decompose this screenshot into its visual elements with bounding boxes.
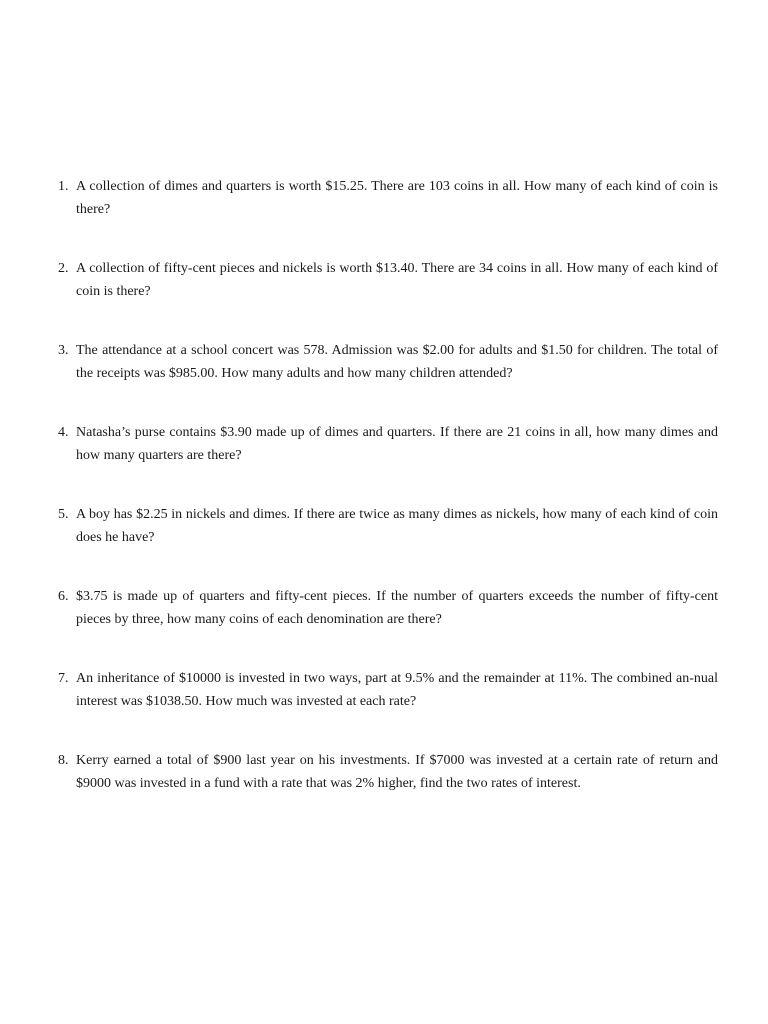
problem-item	[58, 257, 718, 303]
problem-item	[58, 667, 718, 713]
problem-text: Kerry earned a total of $900 last year on his investments. If $7000 was invested at a certain rate of return and $9000 was invested in a fund with a rate that was 2% higher, find the two rates of interest.	[76, 753, 718, 791]
problem-number: 3.	[58, 343, 69, 358]
problem-number: 1.	[58, 179, 69, 194]
problem-item	[58, 175, 718, 221]
problem-text: Natasha’s purse contains $3.90 made up of dimes and quarters. If there are 21 coins in all, how many dimes and how many quarters are there?	[76, 425, 718, 463]
problem-text: An inheritance of $10000 is invested in two ways, part at 9.5% and the remainder at 11%. The combined an-nual interest was $1038.50. How much was invested at each rate?	[76, 671, 718, 709]
problem-text: $3.75 is made up of quarters and fifty-cent pieces. If the number of quarters exceeds the number of fifty-cent pieces by three, how many coins of each denomination are there?	[76, 589, 718, 627]
problem-text: A collection of fifty-cent pieces and nickels is worth $13.40. There are 34 coins in all. How many of each kind of coin is there?	[76, 261, 718, 299]
problem-text: A collection of dimes and quarters is worth $15.25. There are 103 coins in all. How many of each kind of coin is there?	[76, 179, 718, 217]
problem-number: 5.	[58, 507, 69, 522]
problem-item	[58, 339, 718, 385]
problem-number: 7.	[58, 671, 69, 686]
problem-text: The attendance at a school concert was 578. Admission was $2.00 for adults and $1.50 for children. The total of the receipts was $985.00. How many adults and how many children attended?	[76, 343, 718, 381]
problem-list	[58, 175, 718, 831]
problem-item	[58, 421, 718, 467]
problem-item	[58, 585, 718, 631]
problem-text: A boy has $2.25 in nickels and dimes. If there are twice as many dimes as nickels, how many of each kind of coin does he have?	[76, 507, 718, 545]
problem-number: 6.	[58, 589, 69, 604]
problem-number: 8.	[58, 753, 69, 768]
problem-number: 2.	[58, 261, 69, 276]
problem-number: 4.	[58, 425, 69, 440]
problem-item	[58, 749, 718, 795]
problem-item	[58, 503, 718, 549]
